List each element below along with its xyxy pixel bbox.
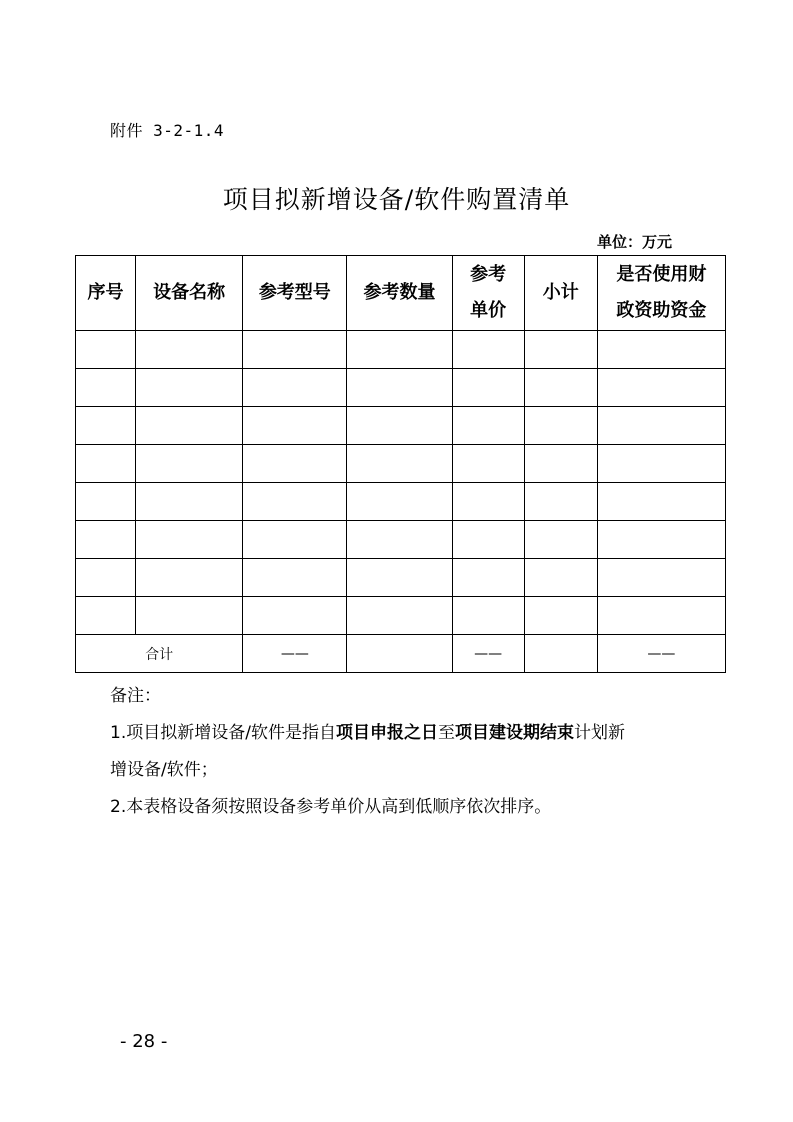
purchase-list-table: [75, 255, 726, 673]
table-header-row: [76, 256, 726, 331]
table-cell: [452, 445, 524, 483]
note-1-text-a: 1.项目拟新增设备/软件是指自: [110, 723, 336, 743]
table-cell: [452, 597, 524, 635]
table-cell: [524, 445, 597, 483]
table-cell: [597, 407, 725, 445]
table-cell: [76, 559, 136, 597]
col-header-ref-model: 参考型号: [243, 256, 347, 331]
table-body: [76, 331, 726, 673]
table-cell: [597, 521, 725, 559]
table-cell: [597, 369, 725, 407]
table-cell: [524, 521, 597, 559]
table-cell: [452, 369, 524, 407]
table-cell: [76, 521, 136, 559]
note-1-bold-a: 项目申报之日: [335, 723, 438, 743]
table-row: [76, 407, 726, 445]
table-cell: [243, 445, 347, 483]
table-cell: [452, 407, 524, 445]
table-cell: [136, 445, 243, 483]
table-cell: [76, 331, 136, 369]
table-row: [76, 331, 726, 369]
table-cell: [76, 369, 136, 407]
table-cell: [243, 597, 347, 635]
table-cell: [347, 483, 452, 521]
table-row: [76, 369, 726, 407]
note-1-text-c: 计划新: [573, 723, 625, 743]
page-number: - 28 -: [120, 1031, 168, 1052]
table-cell: [136, 521, 243, 559]
table-cell: [347, 445, 452, 483]
table-cell: [524, 559, 597, 597]
col-header-subtotal: 小计: [524, 256, 597, 331]
table-cell: [136, 331, 243, 369]
table-cell: [597, 331, 725, 369]
total-funding-dash: ——: [597, 635, 725, 673]
table-row: [76, 483, 726, 521]
table-row: [76, 521, 726, 559]
note-1-text-b: 至: [437, 723, 455, 743]
notes-heading: 备注：: [110, 686, 161, 706]
table-cell: [347, 559, 452, 597]
table-cell: [76, 445, 136, 483]
table-cell: [347, 369, 452, 407]
total-row: [76, 635, 726, 673]
note-1-bold-b: 项目建设期结束: [454, 723, 574, 743]
table-cell: [524, 331, 597, 369]
table-cell: [597, 445, 725, 483]
page-title: 项目拟新增设备/软件购置清单: [222, 185, 571, 214]
table-cell: [243, 559, 347, 597]
table-row: [76, 559, 726, 597]
table-cell: [452, 331, 524, 369]
table-cell: [136, 483, 243, 521]
total-subtotal-cell: [524, 635, 597, 673]
table-cell: [597, 559, 725, 597]
col-header-ref-quantity: 参考数量: [347, 256, 452, 331]
table-row: [76, 597, 726, 635]
table-cell: [76, 597, 136, 635]
table-cell: [347, 597, 452, 635]
table-cell: [243, 331, 347, 369]
table-cell: [524, 597, 597, 635]
table-cell: [136, 559, 243, 597]
table-cell: [524, 483, 597, 521]
table-cell: [347, 521, 452, 559]
table-cell: [243, 483, 347, 521]
table-cell: [347, 407, 452, 445]
table-cell: [452, 483, 524, 521]
table-cell: [597, 483, 725, 521]
table-cell: [347, 331, 452, 369]
table-cell: [452, 521, 524, 559]
table-cell: [243, 407, 347, 445]
notes-section: [110, 678, 710, 826]
table-cell: [136, 369, 243, 407]
col-header-ref-unit-price: 参考 单价: [452, 256, 524, 331]
total-quantity-cell: [347, 635, 452, 673]
table-cell: [524, 369, 597, 407]
attachment-label: 附件 3-2-1.4: [110, 121, 225, 140]
table-cell: [524, 407, 597, 445]
col-header-fiscal-funding: 是否使用财 政资助资金: [597, 256, 725, 331]
total-price-dash: ——: [452, 635, 524, 673]
col-header-device-name: 设备名称: [136, 256, 243, 331]
table-cell: [597, 597, 725, 635]
table-cell: [243, 369, 347, 407]
total-model-dash: ——: [243, 635, 347, 673]
table-cell: [452, 559, 524, 597]
table-cell: [243, 521, 347, 559]
table-cell: [76, 407, 136, 445]
note-2: 2.本表格设备须按照设备参考单价从高到低顺序依次排序。: [110, 797, 552, 817]
total-label: 合计: [76, 635, 243, 673]
note-1: [110, 715, 710, 752]
col-header-index: 序号: [76, 256, 136, 331]
table-cell: [76, 483, 136, 521]
table-row: [76, 445, 726, 483]
table-cell: [136, 597, 243, 635]
unit-label: 单位：万元: [597, 233, 673, 251]
table-cell: [136, 407, 243, 445]
note-1-continuation: 增设备/软件；: [110, 760, 218, 780]
